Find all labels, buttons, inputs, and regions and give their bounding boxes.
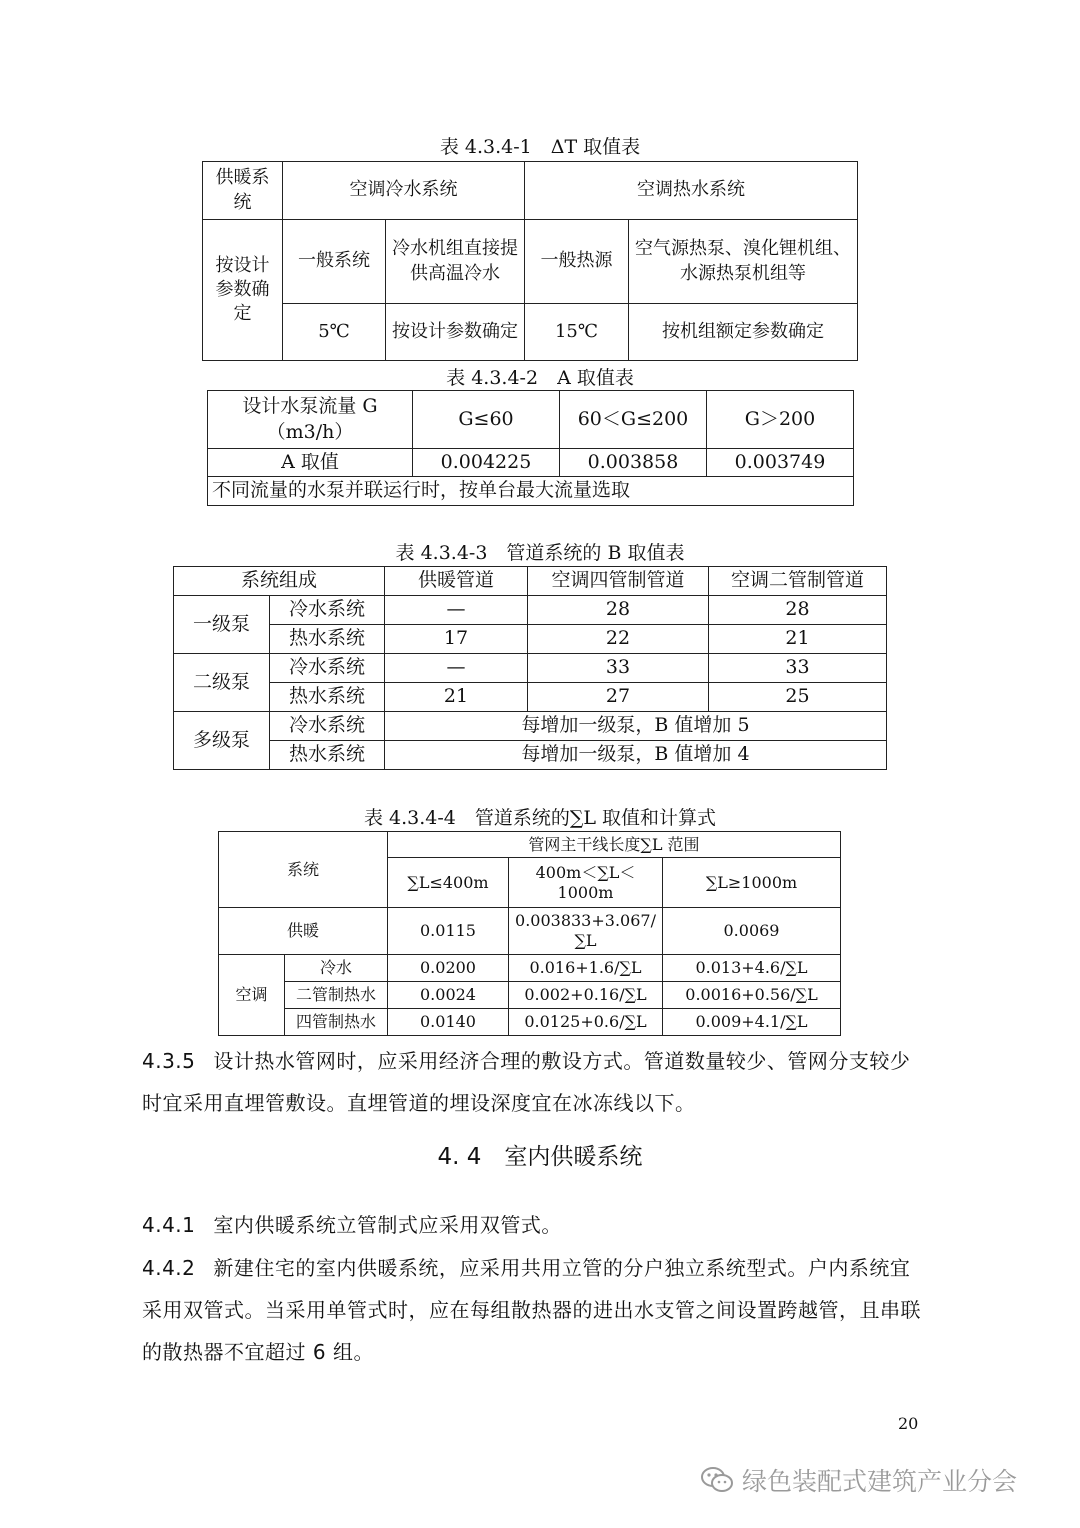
t1-heatpump: 空气源热泵、溴化锂机组、水源热泵机组等 bbox=[629, 220, 858, 304]
t3-cold: 冷水系统 bbox=[270, 596, 385, 625]
t3-cell: 28 bbox=[528, 596, 709, 625]
t3-cell: 25 bbox=[709, 683, 887, 712]
t4-header-range: 管网主干线长度∑L 范围 bbox=[388, 832, 841, 858]
t3-header-heat: 供暖管道 bbox=[385, 567, 528, 596]
clause-4-4-1 bbox=[142, 1204, 922, 1246]
watermark-text: 绿色装配式建筑产业分会 bbox=[742, 1467, 1018, 1496]
table1-caption: 表 4.3.4-1 ΔT 取值表 bbox=[439, 136, 641, 158]
page-number: 20 bbox=[898, 1414, 919, 1433]
t2-header-g1: G≤60 bbox=[413, 391, 560, 449]
t4-heat: 供暖 bbox=[219, 908, 388, 955]
table3-caption: 表 4.3.4-3 管道系统的 B 取值表 bbox=[395, 542, 685, 564]
t1-header-system: 供暖系统 bbox=[203, 162, 283, 220]
t1-general: 一般系统 bbox=[283, 220, 386, 304]
t4-cold: 冷水 bbox=[285, 955, 388, 982]
t3-cell: 33 bbox=[528, 654, 709, 683]
t2-a2: 0.003858 bbox=[560, 449, 707, 477]
t4-header-r1: ∑L≤400m bbox=[388, 858, 509, 908]
t3-cold: 冷水系统 bbox=[270, 712, 385, 741]
t3-pump2: 二级泵 bbox=[174, 654, 270, 712]
t2-a3: 0.003749 bbox=[707, 449, 854, 477]
t4-two: 二管制热水 bbox=[285, 982, 388, 1009]
t4-cell: 0.002+0.16/∑L bbox=[509, 982, 663, 1009]
sigma-l-table bbox=[218, 831, 841, 1036]
t1-vrated: 按机组额定参数确定 bbox=[629, 304, 858, 361]
t3-cell: 22 bbox=[528, 625, 709, 654]
t3-cell: 17 bbox=[385, 625, 528, 654]
t3-cell: 27 bbox=[528, 683, 709, 712]
t1-v15: 15℃ bbox=[525, 304, 629, 361]
t4-cell: 0.0069 bbox=[663, 908, 841, 955]
t4-header-r3: ∑L≥1000m bbox=[663, 858, 841, 908]
clause-number: 4.4.2 bbox=[142, 1256, 196, 1280]
t1-v5: 5℃ bbox=[283, 304, 386, 361]
t4-cell: 0.003833+3.067/∑L bbox=[509, 908, 663, 955]
t3-header-four: 空调四管制管道 bbox=[528, 567, 709, 596]
clause-4-4-2 bbox=[142, 1247, 922, 1373]
t3-cell: — bbox=[385, 596, 528, 625]
t2-a-label: A 取值 bbox=[208, 449, 413, 477]
t3-hot: 热水系统 bbox=[270, 683, 385, 712]
t4-header-r2: 400m＜∑L＜1000m bbox=[509, 858, 663, 908]
t4-header-sys: 系统 bbox=[219, 832, 388, 908]
section-heading: 4. 4 室内供暖系统 bbox=[437, 1144, 643, 1170]
t4-cell: 0.0024 bbox=[388, 982, 509, 1009]
a-value-table bbox=[207, 390, 854, 506]
t4-cell: 0.009+4.1/∑L bbox=[663, 1009, 841, 1036]
watermark bbox=[700, 1462, 1017, 1498]
t3-multi-cold: 每增加一级泵，B 值增加 5 bbox=[385, 712, 887, 741]
t3-pump1: 一级泵 bbox=[174, 596, 270, 654]
clause-number: 4.3.5 bbox=[142, 1049, 196, 1073]
t2-note: 不同流量的水泵并联运行时，按单台最大流量选取 bbox=[208, 477, 854, 506]
clause-4-3-5 bbox=[142, 1040, 922, 1124]
t4-cell: 0.0200 bbox=[388, 955, 509, 982]
t2-a1: 0.004225 bbox=[413, 449, 560, 477]
t1-header-hot: 空调热水系统 bbox=[525, 162, 858, 220]
t4-cell: 0.0125+0.6/∑L bbox=[509, 1009, 663, 1036]
t4-cell: 0.0140 bbox=[388, 1009, 509, 1036]
t2-header-g3: G＞200 bbox=[707, 391, 854, 449]
t1-header-cold: 空调冷水系统 bbox=[283, 162, 525, 220]
t3-pumpm: 多级泵 bbox=[174, 712, 270, 770]
clause-text: 室内供暖系统立管制式应采用双管式。 bbox=[213, 1213, 562, 1237]
t3-hot: 热水系统 bbox=[270, 625, 385, 654]
wechat-icon bbox=[700, 1465, 734, 1495]
t3-cell: — bbox=[385, 654, 528, 683]
b-value-table bbox=[173, 566, 887, 770]
t1-row-label: 按设计参数确定 bbox=[203, 220, 283, 361]
t2-header-flow: 设计水泵流量 G（m3/h） bbox=[208, 391, 413, 449]
t1-general-heat: 一般热源 bbox=[525, 220, 629, 304]
table2-caption: 表 4.3.4-2 A 取值表 bbox=[446, 367, 634, 389]
clause-text: 新建住宅的室内供暖系统，应采用共用立管的分户独立系统型式。户内系统宜采用双管式。当采用单管式时，应在每组散热器的进出水支管之间设置跨越管，且串联的散热器不宜超过 6 组。 bbox=[142, 1256, 921, 1364]
t3-cell: 21 bbox=[385, 683, 528, 712]
clause-number: 4.4.1 bbox=[142, 1213, 196, 1237]
delta-t-table bbox=[202, 161, 858, 361]
t3-header-comp: 系统组成 bbox=[174, 567, 385, 596]
t4-cell: 0.016+1.6/∑L bbox=[509, 955, 663, 982]
t3-multi-hot: 每增加一级泵，B 值增加 4 bbox=[385, 741, 887, 770]
t4-cell: 0.0016+0.56/∑L bbox=[663, 982, 841, 1009]
t3-cold: 冷水系统 bbox=[270, 654, 385, 683]
t3-hot: 热水系统 bbox=[270, 741, 385, 770]
t3-cell: 28 bbox=[709, 596, 887, 625]
t3-cell: 33 bbox=[709, 654, 887, 683]
t1-vdesign: 按设计参数确定 bbox=[386, 304, 525, 361]
t3-header-two: 空调二管制管道 bbox=[709, 567, 887, 596]
clause-text: 设计热水管网时，应采用经济合理的敷设方式。管道数量较少、管网分支较少时宜采用直埋管敷设。直埋管道的埋设深度宜在冰冻线以下。 bbox=[142, 1049, 911, 1115]
t4-cell: 0.013+4.6/∑L bbox=[663, 955, 841, 982]
table4-caption: 表 4.3.4-4 管道系统的∑L 取值和计算式 bbox=[363, 807, 717, 829]
t4-cell: 0.0115 bbox=[388, 908, 509, 955]
t3-cell: 21 bbox=[709, 625, 887, 654]
t2-header-g2: 60＜G≤200 bbox=[560, 391, 707, 449]
t1-chiller: 冷水机组直接提供高温冷水 bbox=[386, 220, 525, 304]
t4-four: 四管制热水 bbox=[285, 1009, 388, 1036]
t4-ac: 空调 bbox=[219, 955, 285, 1036]
